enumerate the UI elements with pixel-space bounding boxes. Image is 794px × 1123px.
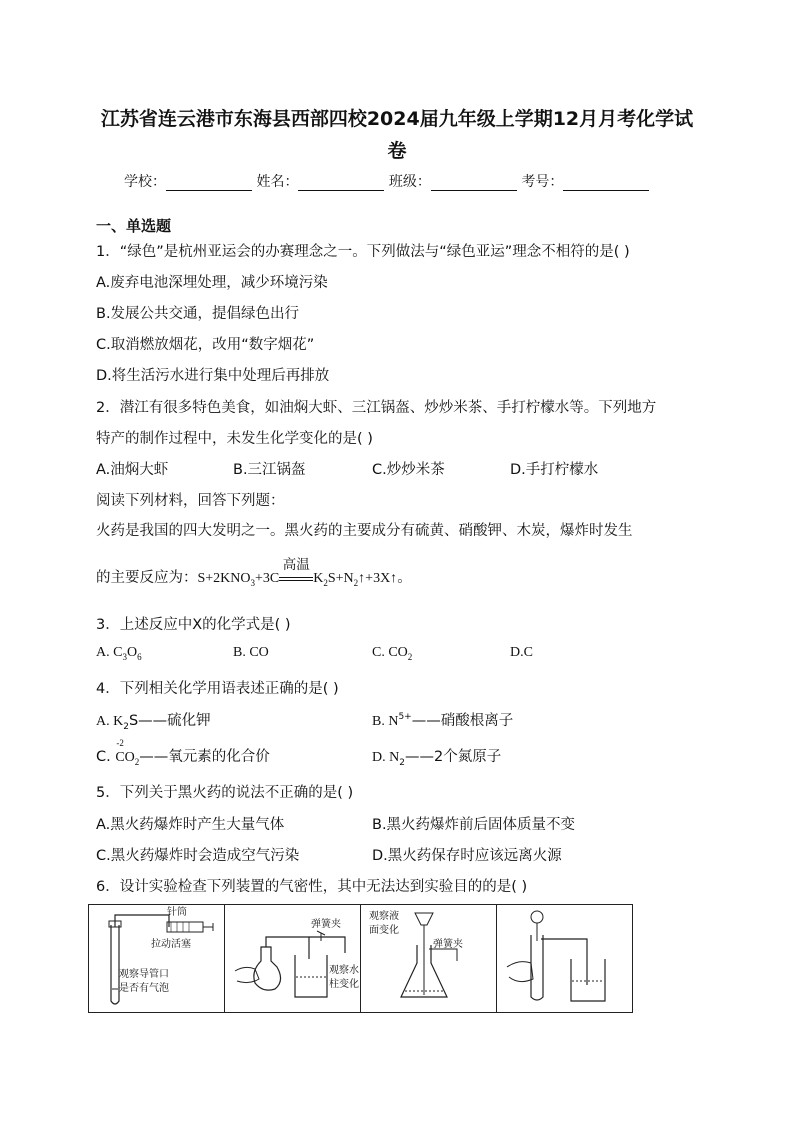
q2-option-c[interactable]: C.炒炒米茶	[372, 462, 445, 478]
q4-option-d[interactable]: D. $N_2——2$个氮原子	[372, 749, 502, 768]
observe-level-label: 观察液	[369, 911, 399, 922]
apparatus-a	[89, 905, 225, 1012]
syringe-tube-diagram	[89, 905, 222, 1012]
number-label: 考号：	[521, 174, 564, 190]
q3-option-a[interactable]: A. $C_3O_6$	[96, 645, 142, 662]
apparatus-figure	[88, 904, 633, 1013]
q5-option-d[interactable]: D.黑火药保存时应该远离火源	[372, 848, 562, 864]
q1-stem: 1．“绿色”是杭州亚运会的办赛理念之一。下列做法与“绿色亚运”理念不相符的是( )	[96, 244, 630, 260]
number-field[interactable]	[563, 174, 649, 191]
q3-option-d[interactable]: D.C	[510, 645, 533, 660]
apparatus-c	[361, 905, 497, 1012]
page-title-line2: 卷	[387, 140, 407, 162]
reaction-condition: 高温	[282, 556, 310, 573]
q5-option-b[interactable]: B.黑火药爆炸前后固体质量不变	[372, 817, 576, 833]
pull-piston-label: 拉动活塞	[151, 939, 191, 950]
q3-option-b[interactable]: B. CO	[233, 645, 269, 660]
observe-tube-label: 观察导管口	[119, 969, 169, 980]
valence-mark: -2	[116, 738, 124, 748]
q2-stem-line1: 2．潜江有很多特色美食，如油焖大虾、三江锅盔、炒炒米茶、手打柠檬水等。下列地方	[96, 400, 657, 416]
q1-option-a[interactable]: A.废弃电池深埋处理，减少环境污染	[96, 275, 328, 291]
q6-stem: 6．设计实验检查下列装置的气密性，其中无法达到实验目的的是( )	[96, 879, 528, 895]
q2-option-d[interactable]: D.手打柠檬水	[510, 462, 599, 478]
bubble-label: 是否有气泡	[119, 983, 169, 994]
observe-water-label: 观察水	[329, 965, 359, 976]
passage-intro: 阅读下列材料，回答下列题：	[96, 493, 285, 509]
school-field[interactable]	[166, 174, 252, 191]
level-change-label: 面变化	[369, 925, 399, 936]
q1-option-d[interactable]: D.将生活污水进行集中处理后再排放	[96, 368, 330, 384]
q3-option-c[interactable]: C. $CO_2$	[372, 645, 413, 662]
info-line	[124, 171, 649, 191]
class-field[interactable]	[431, 174, 517, 191]
apparatus-d	[497, 905, 632, 1012]
tube-beaker-diagram	[497, 905, 630, 1012]
column-change-label: 柱变化	[329, 979, 359, 990]
passage-line1: 火药是我国的四大发明之一。黑火药的主要成分有硫黄、硝酸钾、木炭，爆炸时发生	[96, 523, 633, 539]
passage-line2: 的主要反应为：$S+2KNO_3+3C$ 高温 $K_2S+N_2↑+3X↑$。	[96, 566, 412, 588]
apparatus-b	[225, 905, 361, 1012]
name-label: 姓名：	[256, 174, 299, 190]
name-field[interactable]	[298, 174, 384, 191]
class-label: 班级：	[388, 174, 431, 190]
q1-option-c[interactable]: C.取消燃放烟花，改用“数字烟花”	[96, 337, 315, 353]
reaction-arrow	[279, 556, 313, 586]
section-heading: 一、单选题	[96, 217, 172, 235]
q5-stem: 5．下列关于黑火药的说法不正确的是( )	[96, 785, 354, 801]
q2-stem-line2: 特产的制作过程中，未发生化学变化的是( )	[96, 431, 373, 447]
q2-option-a[interactable]: A.油焖大虾	[96, 462, 169, 478]
q3-stem: 3．上述反应中X的化学式是( )	[96, 617, 291, 633]
q2-option-b[interactable]: B.三江锅盔	[233, 462, 306, 478]
q1-option-b[interactable]: B.发展公共交通，提倡绿色出行	[96, 306, 300, 322]
school-label: 学校：	[124, 174, 166, 190]
q5-option-c[interactable]: C.黑火药爆炸时会造成空气污染	[96, 848, 300, 864]
passage-prefix: 的主要反应为：	[96, 570, 198, 586]
clamp-label-2: 弹簧夹	[433, 939, 463, 950]
syringe-label: 针筒	[167, 907, 187, 918]
q4-option-c[interactable]: C. -2 $CO_2——$氧元素的化合价	[96, 738, 270, 767]
q4-stem: 4．下列相关化学用语表述正确的是( )	[96, 681, 339, 697]
page-title-line1: 江苏省连云港市东海县西部四校2024届九年级上学期12月月考化学试	[100, 108, 694, 130]
clamp-label: 弹簧夹	[311, 919, 341, 930]
equation: $S+2KNO_3+3C$ 高温 $K_2S+N_2↑+3X↑$	[198, 571, 398, 586]
q4-option-a[interactable]: A. $K_2S——$硫化钾	[96, 713, 211, 732]
q5-option-a[interactable]: A.黑火药爆炸时产生大量气体	[96, 817, 285, 833]
q4-option-b[interactable]: B. $N^{5+}——$硝酸根离子	[372, 712, 514, 729]
